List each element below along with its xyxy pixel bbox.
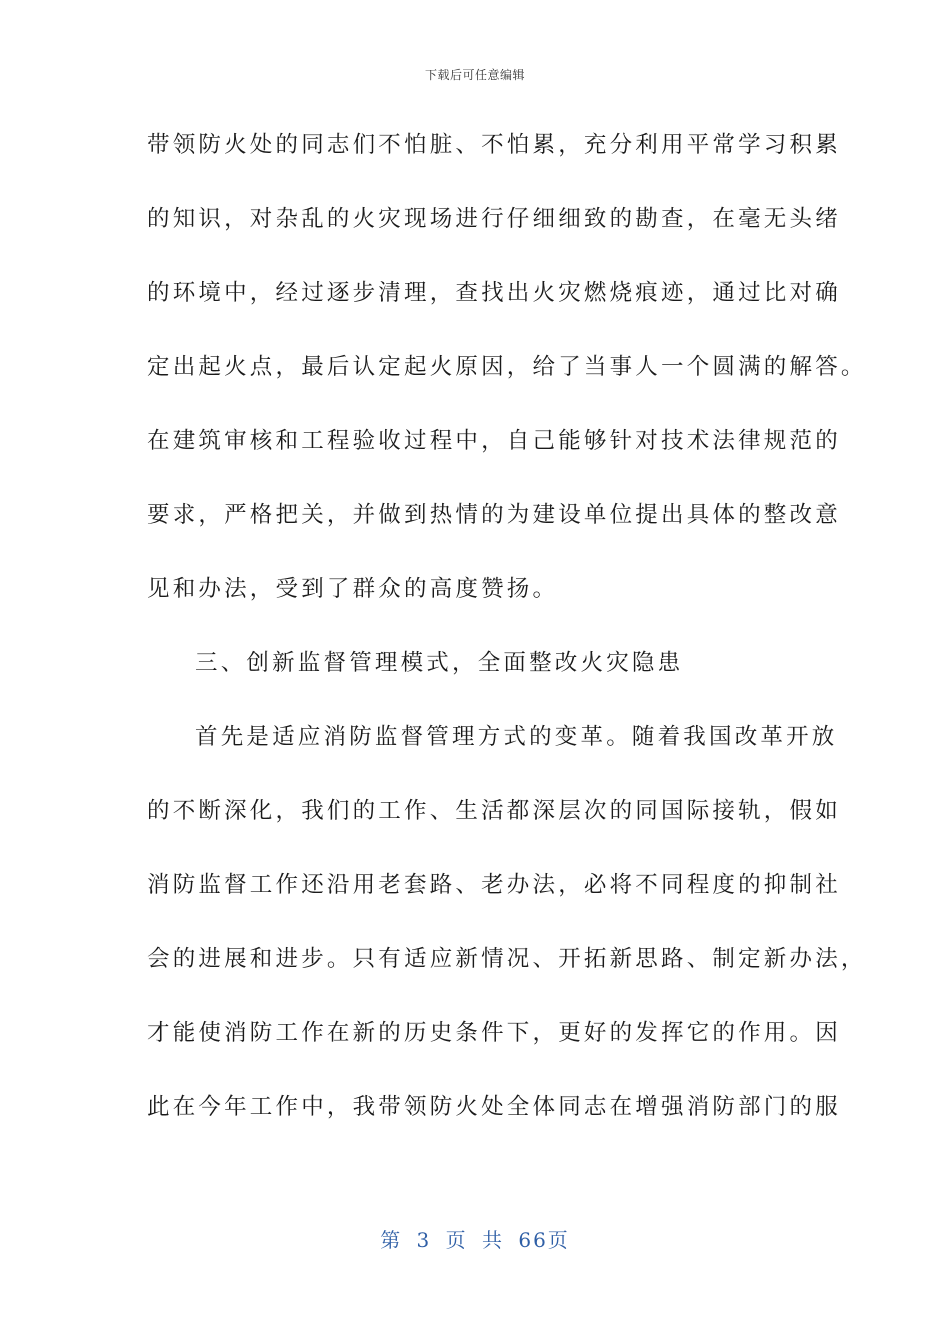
body-line: 的知识，对杂乱的火灾现场进行仔细细致的勘查，在毫无头绪: [147, 206, 841, 232]
page-header: 下载后可任意编辑: [424, 68, 525, 82]
body-line: 要求，严格把关，并做到热情的为建设单位提出具体的整改意: [147, 502, 841, 528]
body-line: 才能使消防工作在新的历史条件下，更好的发挥它的作用。因: [147, 1020, 841, 1046]
body-line-paragraph-start: 首先是适应消防监督管理方式的变革。随着我国改革开放: [195, 724, 838, 750]
body-line: 的不断深化，我们的工作、生活都深层次的同国际接轨，假如: [147, 798, 841, 824]
body-line: 带领防火处的同志们不怕脏、不怕累，充分利用平常学习积累: [147, 132, 841, 158]
page-number-footer: 第 3 页 共 66页: [380, 1228, 570, 1252]
document-body: [147, 122, 867, 1158]
body-line: 见和办法，受到了群众的高度赞扬。: [147, 576, 559, 602]
body-line: 的环境中，经过逐步清理，查找出火灾燃烧痕迹，通过比对确: [147, 280, 841, 306]
body-line: 此在今年工作中，我带领防火处全体同志在增强消防部门的服: [147, 1094, 841, 1120]
section-heading: 三、创新监督管理模式，全面整改火灾隐患: [195, 650, 684, 676]
body-line: 定出起火点，最后认定起火原因，给了当事人一个圆满的解答。: [147, 354, 867, 380]
body-line: 消防监督工作还沿用老套路、老办法，必将不同程度的抑制社: [147, 872, 841, 898]
body-line: 在建筑审核和工程验收过程中，自己能够针对技术法律规范的: [147, 428, 841, 454]
body-line: 会的进展和进步。只有适应新情况、开拓新思路、制定新办法，: [147, 946, 867, 972]
